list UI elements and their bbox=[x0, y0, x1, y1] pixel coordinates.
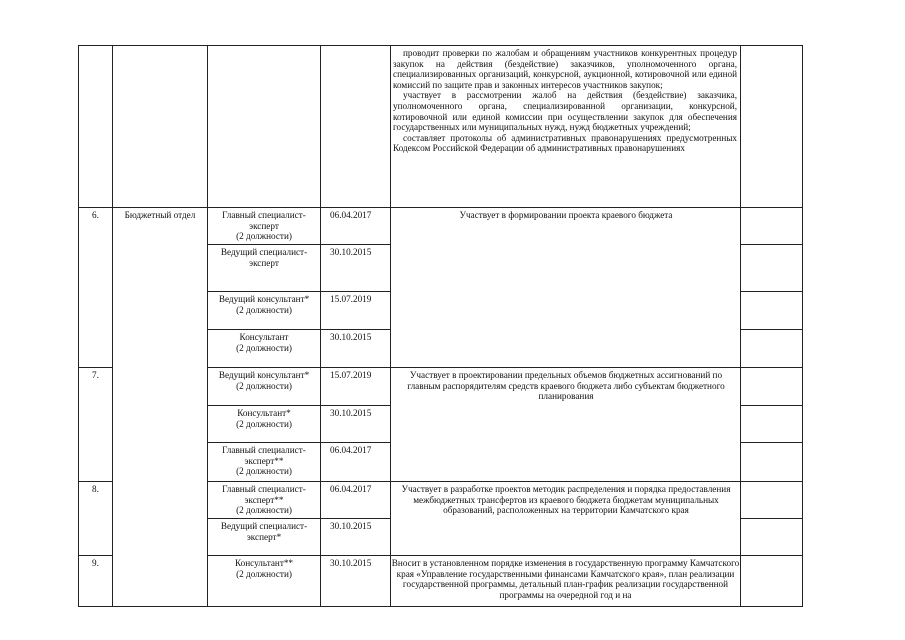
row-number: 7. bbox=[92, 370, 99, 380]
row-divider bbox=[740, 329, 802, 330]
table-border-left bbox=[78, 45, 79, 607]
row-divider bbox=[78, 481, 112, 482]
group-duties: Участвует в проектировании предельных объемов бюджетных ассигнований по главным распорядителям средств краевого бюджета либо субъектам бюджетного планирования bbox=[407, 370, 725, 402]
group-duties: Вносит в установленном порядке изменения в государственную программу Камчатского края «Управление государственными финансами Камчатского края», план реализации государственной программы, детальный план-график реализации государственной программы на очередной год и на bbox=[391, 558, 740, 600]
department-name: Бюджетный отдел bbox=[124, 210, 196, 220]
approval-date: 06.04.2017 bbox=[330, 210, 372, 220]
approval-date: 15.07.2019 bbox=[330, 294, 372, 304]
approval-date: 30.10.2015 bbox=[330, 558, 372, 568]
row-divider bbox=[740, 518, 802, 519]
duties-continued bbox=[393, 48, 737, 154]
approval-date: 30.10.2015 bbox=[330, 521, 372, 531]
row-number: 9. bbox=[92, 558, 99, 568]
table-border-right bbox=[802, 45, 803, 607]
position-title: Главный специалист-эксперт** (2 должности) bbox=[222, 484, 306, 516]
position-title: Главный специалист-эксперт** (2 должности) bbox=[222, 445, 306, 477]
row-divider bbox=[740, 244, 802, 245]
position-title: Ведущий специалист-эксперт bbox=[220, 247, 308, 268]
position-title: Ведущий консультант* (2 должности) bbox=[218, 370, 310, 391]
position-title: Консультант** (2 должности) bbox=[234, 558, 294, 579]
row-divider bbox=[207, 329, 390, 330]
row-divider bbox=[740, 291, 802, 292]
column-divider bbox=[390, 45, 391, 607]
approval-date: 30.10.2015 bbox=[330, 332, 372, 342]
group-duties: Участвует в разработке проектов методик распределения и порядка предоставления межбюджетных трансфертов из краевого бюджета бюджетам муниципальных образований, расположенных на территории Камчатского края bbox=[401, 484, 731, 516]
column-divider bbox=[320, 45, 321, 607]
row-divider bbox=[78, 555, 112, 556]
approval-date: 30.10.2015 bbox=[330, 247, 372, 257]
position-title: Ведущий консультант* (2 должности) bbox=[218, 294, 310, 315]
position-title: Консультант (2 должности) bbox=[236, 332, 292, 353]
duty-paragraph: участвует в рассмотрении жалоб на действия (бездействие) заказчика, уполномоченного органа, специализированной организации, конкурсной, котировочной или единой комиссии при осуществлении закупок для обеспечения государственных или муниципальных нужд, нужд бюджетных учреждений; bbox=[393, 90, 737, 133]
row-divider bbox=[740, 442, 802, 443]
position-title: Консультант* (2 должности) bbox=[236, 408, 292, 429]
row-divider bbox=[207, 555, 803, 556]
row-divider bbox=[207, 442, 390, 443]
row-divider bbox=[207, 518, 390, 519]
table-border-bottom bbox=[78, 606, 803, 607]
document-table bbox=[78, 45, 803, 607]
row-divider bbox=[78, 367, 112, 368]
row-divider bbox=[207, 481, 803, 482]
approval-date: 06.04.2017 bbox=[330, 484, 372, 494]
row-divider bbox=[207, 291, 390, 292]
row-divider bbox=[740, 405, 802, 406]
approval-date: 15.07.2019 bbox=[330, 370, 372, 380]
approval-date: 06.04.2017 bbox=[330, 445, 372, 455]
row-divider bbox=[207, 244, 390, 245]
table-border-top bbox=[78, 45, 803, 46]
column-divider bbox=[112, 45, 113, 607]
duty-paragraph: проводит проверки по жалобам и обращениям участников конкурентных процедур закупок на действия (бездействие) заказчиков, уполномоченного органа, специализированных организаций, конкурсной, аукционной, котировочной или единой комиссий по защите прав и законных интересов участников закупок; bbox=[393, 48, 737, 90]
position-title: Ведущий специалист-эксперт* bbox=[220, 521, 308, 542]
row-divider bbox=[78, 207, 803, 208]
duty-paragraph: составляет протоколы об административных правонарушениях предусмотренных Кодексом Российской Федерации об административных правонарушениях bbox=[393, 132, 737, 154]
row-divider bbox=[207, 367, 803, 368]
approval-date: 30.10.2015 bbox=[330, 408, 372, 418]
group-duties: Участвует в формировании проекта краевого бюджета bbox=[459, 210, 673, 220]
row-divider bbox=[207, 405, 390, 406]
position-title: Главный специалист-эксперт (2 должности) bbox=[222, 210, 306, 242]
column-divider bbox=[740, 45, 741, 607]
row-number: 6. bbox=[92, 210, 99, 220]
row-number: 8. bbox=[92, 484, 99, 494]
